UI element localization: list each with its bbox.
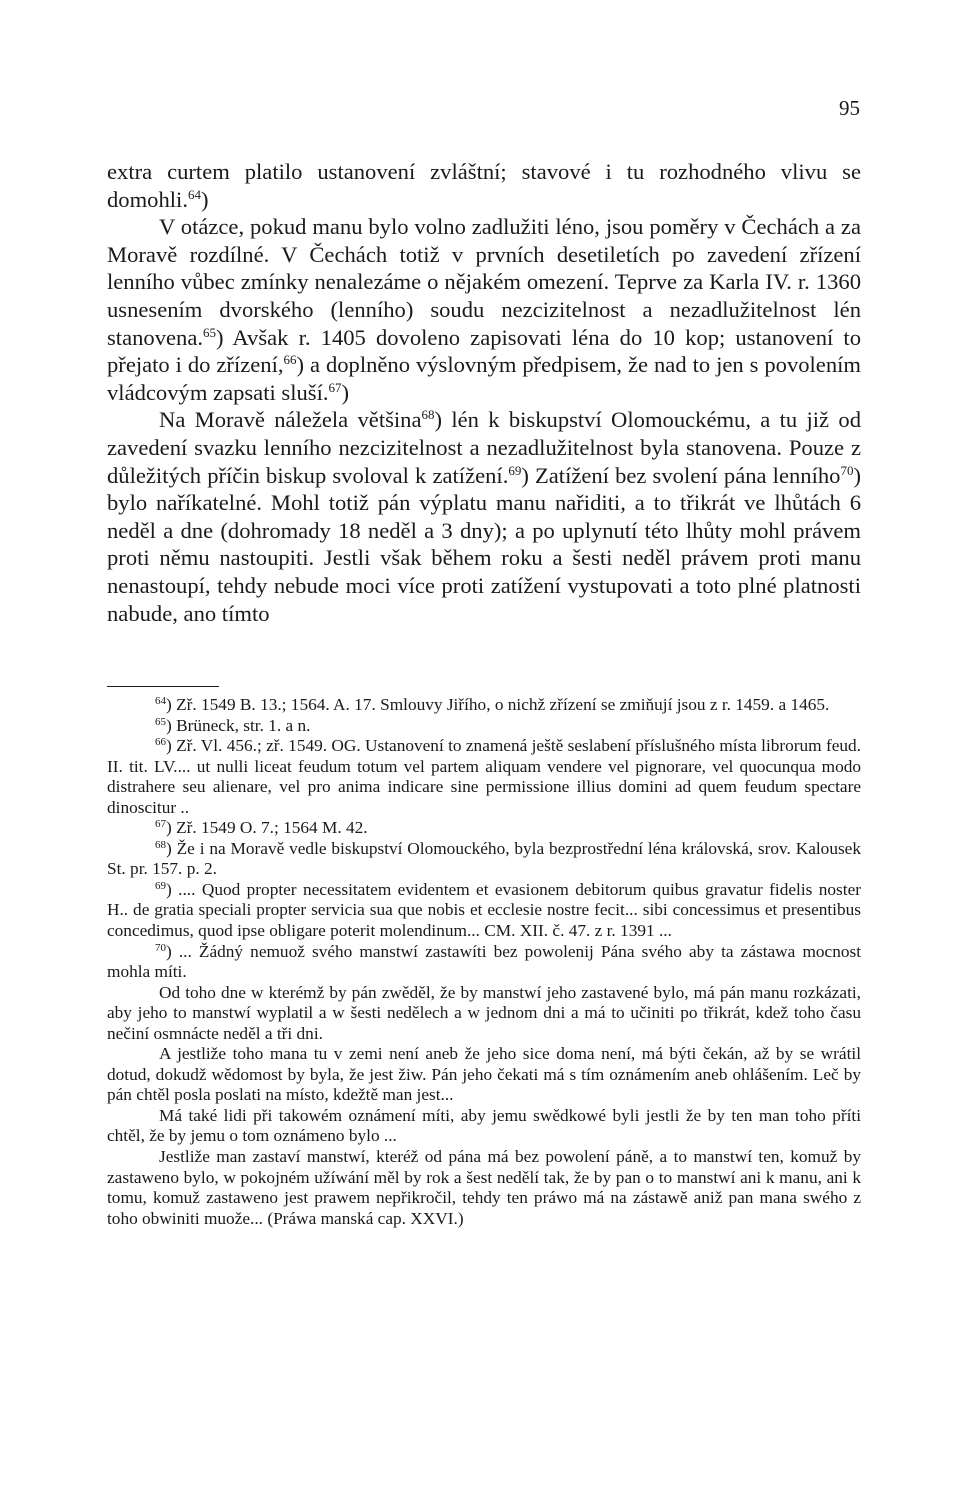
paragraph-text: ) Zatížení bez svolení pána lenního bbox=[521, 462, 841, 488]
footnote-67 bbox=[107, 818, 861, 839]
paragraph-text: ) bylo naříkatelné. Mohl totiž pán výplatu manu nařiditi, a to třikrát ve lhůtách 6 neděl a dne (dohromady 18 neděl a 3 dny); a po uplynutí této lhůty mohl právem proti němu nastoupiti. Jestli však během roku a šesti neděl právem proti manu nenastoupí, tehdy nebude moci více proti zatížení vystupovati a toto plné platnosti nabude, ano tímto bbox=[107, 462, 861, 626]
main-body-text bbox=[107, 158, 861, 627]
footnote-ref-68: 68 bbox=[421, 407, 435, 423]
footnote-number: 70 bbox=[155, 941, 166, 954]
paragraph-text: extra curtem platilo ustanovení zvláštní; stavové i tu rozhodného vlivu se domohli. bbox=[107, 159, 861, 212]
footnote-text: ) Zř. 1549 O. 7.; 1564 M. 42. bbox=[166, 818, 368, 838]
footnotes-section bbox=[107, 695, 861, 1229]
footnote-text: ) ... Žádný nemuož svého manstwí zastawíti bez powolenij Pána svého aby ta zástawa mocnost mohla míti. bbox=[107, 941, 861, 982]
footnote-ref-66: 66 bbox=[283, 352, 297, 368]
footnote-65 bbox=[107, 716, 861, 737]
paragraph-text: ) Avšak r. 1405 dovoleno zapisovati léna do 10 kop; ustanovení to přejato i do zřízení, bbox=[107, 324, 861, 378]
footnote-number: 68 bbox=[155, 838, 166, 851]
footnote-66 bbox=[107, 736, 861, 818]
footnote-quote-paragraph: Jestliže man zastaví manstwí, kteréž od pána má bez powolení páně, a to manstwí ten, komuž by zastaweno bylo, w pokojném užíwání měl by rok a šest nedělí tak, že by pan o to manstwí ani k manu, ani k tomu, komuž zastaweno jest prawem nepřikročil, tehdy ten práwo má na zástawě aniž pan mana swého z toho obwiniti muože... (Práwa manská cap. XXVI.) bbox=[107, 1147, 861, 1228]
paragraph-2 bbox=[107, 213, 861, 406]
footnote-text: ) Zř. Vl. 456.; zř. 1549. OG. Ustanovení to znamená ještě seslabení příslušného místa librorum feud. II. tit. LV.... ut nulli liceat feudum totum vel partem aliquam vendere vel pignorare, vel quocunqua modo distrahere seu alienare, vel pro anima indicare sine permissione illius domini ad quem feudum spectare dinoscitur .. bbox=[107, 736, 861, 817]
footnote-quote-paragraph: Od toho dne w kterémž by pán zwěděl, že by manstwí jeho zastavené bylo, má pán manu rozkázati, aby jeho to manstwí wyplatil a w šesti nedělech a w jednom dni a má to učiniti po třikrát, kdež toho času nečiní osmnácte neděl a tři dni. bbox=[107, 982, 861, 1043]
footnote-quote-paragraph: Má také lidi při takowém oznámení míti, aby jemu swědkowé byli jestli že by ten man toho příti chtěl, že by jemu o tom oznámeno bylo ... bbox=[107, 1105, 861, 1146]
footnote-ref-67: 67 bbox=[328, 379, 342, 395]
footnote-text: ) Že i na Moravě vedle biskupství Olomouckého, byla bezprostřední léna královská, srov. Kalousek St. pr. 157. p. 2. bbox=[107, 838, 861, 879]
footnote-70 bbox=[107, 942, 861, 983]
paragraph-text: ) lén k biskupství Olomouckému, a tu již od zavedení svazku lenního nezcizitelnost a nezadlužitelnost byla stanovena. Pouze z důležitých příčin biskup svoloval k zatížení. bbox=[107, 407, 861, 488]
footnote-ref-69: 69 bbox=[508, 462, 522, 478]
paragraph-3 bbox=[107, 406, 861, 627]
paragraph-text: ) bbox=[341, 379, 350, 405]
footnote-number: 64 bbox=[155, 695, 166, 707]
footnote-ref-70: 70 bbox=[840, 462, 854, 478]
footnote-text: ) Brüneck, str. 1. a n. bbox=[166, 715, 311, 735]
footnote-number: 67 bbox=[155, 818, 166, 831]
footnote-ref-64: 64 bbox=[187, 186, 201, 202]
footnote-text: ) Zř. 1549 B. 13.; 1564. A. 17. Smlouvy Jiřího, o nichž zřízení se zmiňují jsou z r. 1459. a 1465. bbox=[166, 695, 830, 714]
footnote-ref-65: 65 bbox=[203, 324, 216, 340]
page-number: 95 bbox=[839, 96, 860, 120]
paragraph-text: ) a doplněno výslovným předpisem, že nad to jen s povolením vládcovým zapsati sluší. bbox=[107, 352, 861, 405]
footnote-64 bbox=[107, 695, 861, 716]
paragraph-text: ) bbox=[200, 186, 209, 212]
footnote-69 bbox=[107, 880, 861, 942]
footnote-68 bbox=[107, 839, 861, 880]
footnote-text: ) .... Quod propter necessitatem evidentem et evasionem debitorum quibus gravatur fidelis noster H.. de gratia speciali propter servicia sua que nobis et ecclesie nostre fecit... sibi concessimus et presentibus concedimus, quod ipse obligare poterit molendinum... CM. XII. č. 47. z r. 1391 ... bbox=[107, 879, 861, 941]
footnote-number: 65 bbox=[155, 715, 166, 728]
footnote-number: 69 bbox=[155, 879, 166, 892]
footnote-separator bbox=[107, 686, 219, 687]
paragraph-1 bbox=[107, 158, 861, 213]
footnote-number: 66 bbox=[155, 736, 166, 749]
paragraph-text: Na Moravě náležela většina bbox=[159, 407, 422, 433]
footnote-quote-paragraph: A jestliže toho mana tu v zemi není aneb že jeho sice doma není, má býti čekán, až by se wrátil dotud, dokudž wědomost by byla, že jest žiw. Pán jeho čekati má s tím oznámením aneb ohlášením. Leč by pán chtěl posla poslati na místo, kdežtě man jest... bbox=[107, 1044, 861, 1105]
paragraph-text: V otázce, pokud manu bylo volno zadlužiti léno, jsou poměry v Čechách a za Moravě rozdílné. V Čechách totiž v prvních desetiletích po zavedení zřízení lenního vůbec zmínky nenalezáme o nějakém omezení. Teprve za Karla IV. r. 1360 usnesením dvorského (lenního) soudu nezcizitelnost a nezadlužitelnost lén stanovena. bbox=[107, 214, 861, 350]
